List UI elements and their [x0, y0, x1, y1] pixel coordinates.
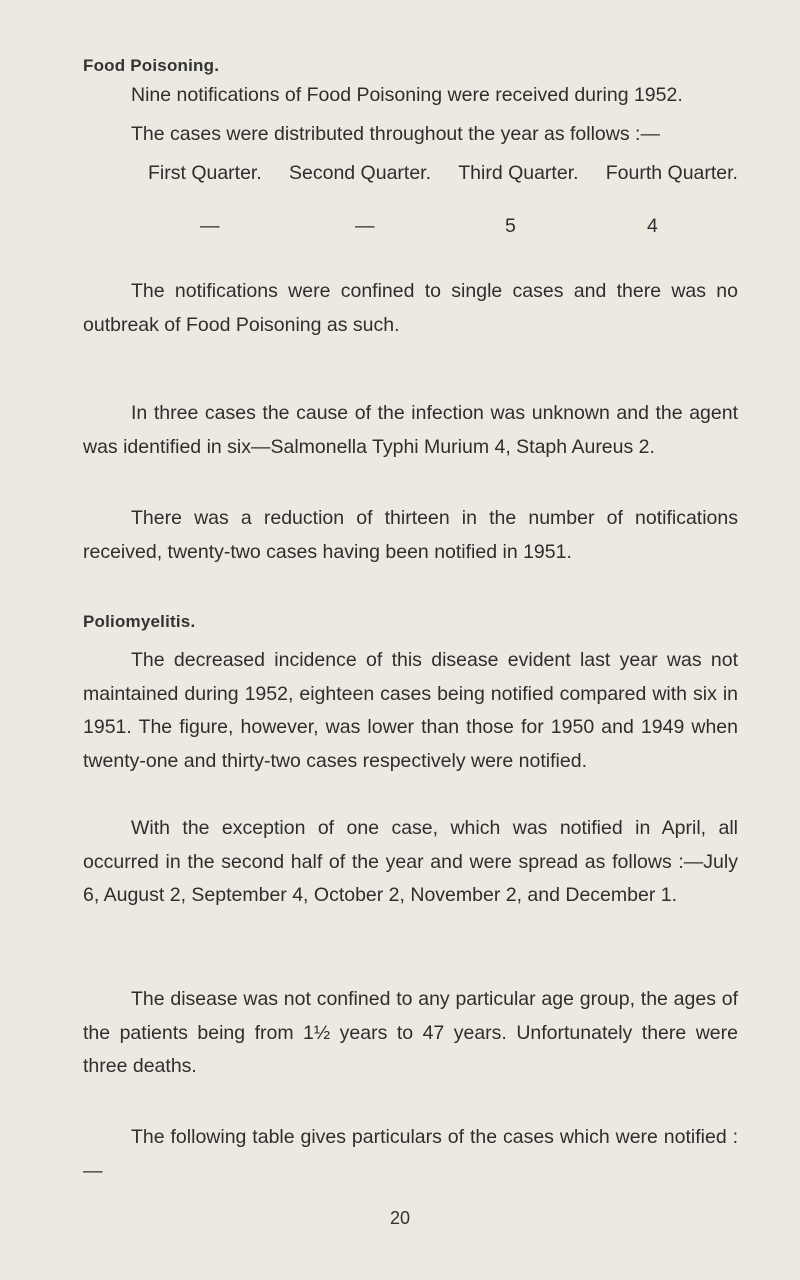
single-cases-paragraph: The notifications were confined to single cases and there was no outbreak of Food Poisoning as such. — [83, 280, 738, 336]
distribution-line: The cases were distributed throughout the year as follows :— — [131, 123, 660, 145]
food-poisoning-heading: Food Poisoning. — [83, 56, 220, 75]
poliomyelitis-heading: Poliomyelitis. — [83, 612, 196, 631]
quarter-value-third: 5 — [505, 215, 516, 237]
quarter-label-third: Third Quarter. — [458, 162, 579, 184]
table-intro-paragraph: The following table gives particulars of the cases which were notified :— — [83, 1126, 738, 1182]
ages-paragraph: The disease was not confined to any particular age group, the ages of the patients being from 1½ years to 47 years. Unfortunately there were three deaths. — [83, 988, 738, 1077]
cause-paragraph: In three cases the cause of the infection was unknown and the agent was identified in six—Salmonella Typhi Murium 4, Staph Aureus 2. — [83, 402, 738, 458]
quarter-label-second: Second Quarter. — [289, 162, 432, 184]
food-poisoning-intro-line: Nine notifications of Food Poisoning were received during 1952. — [131, 84, 683, 106]
months-paragraph: With the exception of one case, which was notified in April, all occurred in the second half of the year and were spread as follows :—July 6, August 2, September 4, October 2, November 2, and December 1. — [83, 817, 738, 906]
reduction-paragraph: There was a reduction of thirteen in the number of notifications received, twenty-two cases having been notified in 1951. — [83, 507, 738, 563]
quarter-label-fourth: Fourth Quarter. — [605, 162, 738, 184]
quarter-value-fourth: 4 — [647, 215, 658, 237]
quarter-value-first: — — [200, 215, 220, 237]
quarter-header-row — [148, 162, 738, 185]
quarter-label-first: First Quarter. — [148, 162, 262, 184]
incidence-paragraph: The decreased incidence of this disease evident last year was not maintained during 1952, eighteen cases being notified compared with six in 1951. The figure, however, was lower than those for 1950 and 1949 when twenty-one and thirty-two cases respectively were notified. — [83, 649, 738, 772]
quarter-value-second: — — [355, 215, 375, 237]
page-number: 20 — [389, 1208, 411, 1228]
